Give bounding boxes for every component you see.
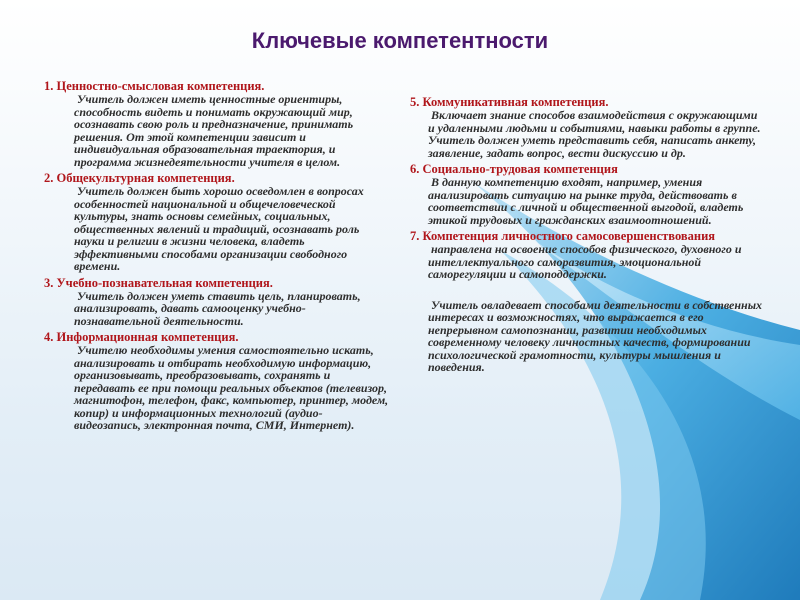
section-heading: 2. Общекультурная компетенция. [44,171,235,185]
competence-section [410,163,765,226]
competence-section [410,96,765,159]
right-column [410,96,765,374]
section-body: Учитель должен уметь ставить цель, планировать, анализировать, давать самооценку учебно-познавательной деятельности. [74,288,361,328]
section-heading: 5. Коммуникативная компетенция. [410,95,609,109]
section-heading: 4. Информационная компетенция. [44,330,239,344]
section-heading: 7. Компетенция личностного самосовершенствования [410,229,716,243]
left-column [44,80,389,436]
section-body: Учителю необходимы умения самостоятельно искать, анализировать и отбирать необходимую информацию, организовывать, преобразовывать, сохранять и передавать ее при помощи реальных объектов (телевизор, магнитофон, телефон, факс, компьютер, принтер, модем, копир) и информационных технологий (аудио-видеозапись, электронная почта, СМИ, Интернет). [74,343,389,432]
competence-section [44,331,389,432]
competence-section [44,172,389,273]
competence-section [44,80,389,168]
section-heading: 3. Учебно-познавательная компетенция. [44,275,273,290]
section-body: Учитель должен иметь ценностные ориентиры, способность видеть и понимать окружающий мир, осознавать свою роль и предназначение, принимать решения. От этой компетенции зависит и индивидуальная образовательная траектория, и программа жизнедеятельности учителя в целом. [74,92,354,169]
section-body: Включает знание способов взаимодействия с окружающими и удаленными людьми и событиями, навыки работы в группе. Учитель должен уметь представить себя, написать анкету, заявление, задать вопрос, вести дискуссию и др. [428,108,761,160]
section-heading: 6. Социально-трудовая компетенция [410,162,618,176]
section-body: Учитель должен быть хорошо осведомлен в вопросах особенностей национальной и общечеловеческой культуры, знать основы семейных, социальных, общественных явлений и традиций, осознавать роль науки и религии в жизни человека, владеть эффективными способами организации свободного времени. [74,184,364,273]
section-heading: 1. Ценностно-смысловая компетенция. [44,79,265,93]
summary-paragraph: Учитель овладевает способами деятельности в собственных интересах и возможностях, что выражается в его непрерывном самопознании, развитии необходимых современному человеку личностных качеств, формировании психологической грамотности, культуры мышления и поведения. [428,297,763,374]
page-title: Ключевые компетентности [251,28,549,53]
competence-section [410,230,765,281]
competence-section [44,277,389,328]
section-body: направлена на освоение способов физического, духовного и интеллектуального саморазвития, эмоциональной саморегуляции и самоподдержки. [428,242,742,281]
section-body: В данную компетенцию входят, например, умения анализировать ситуацию на рынке труда, действовать в соответствии с личной и общественной выгодой, владеть этикой трудовых и гражданских взаимоотношений. [428,175,744,227]
